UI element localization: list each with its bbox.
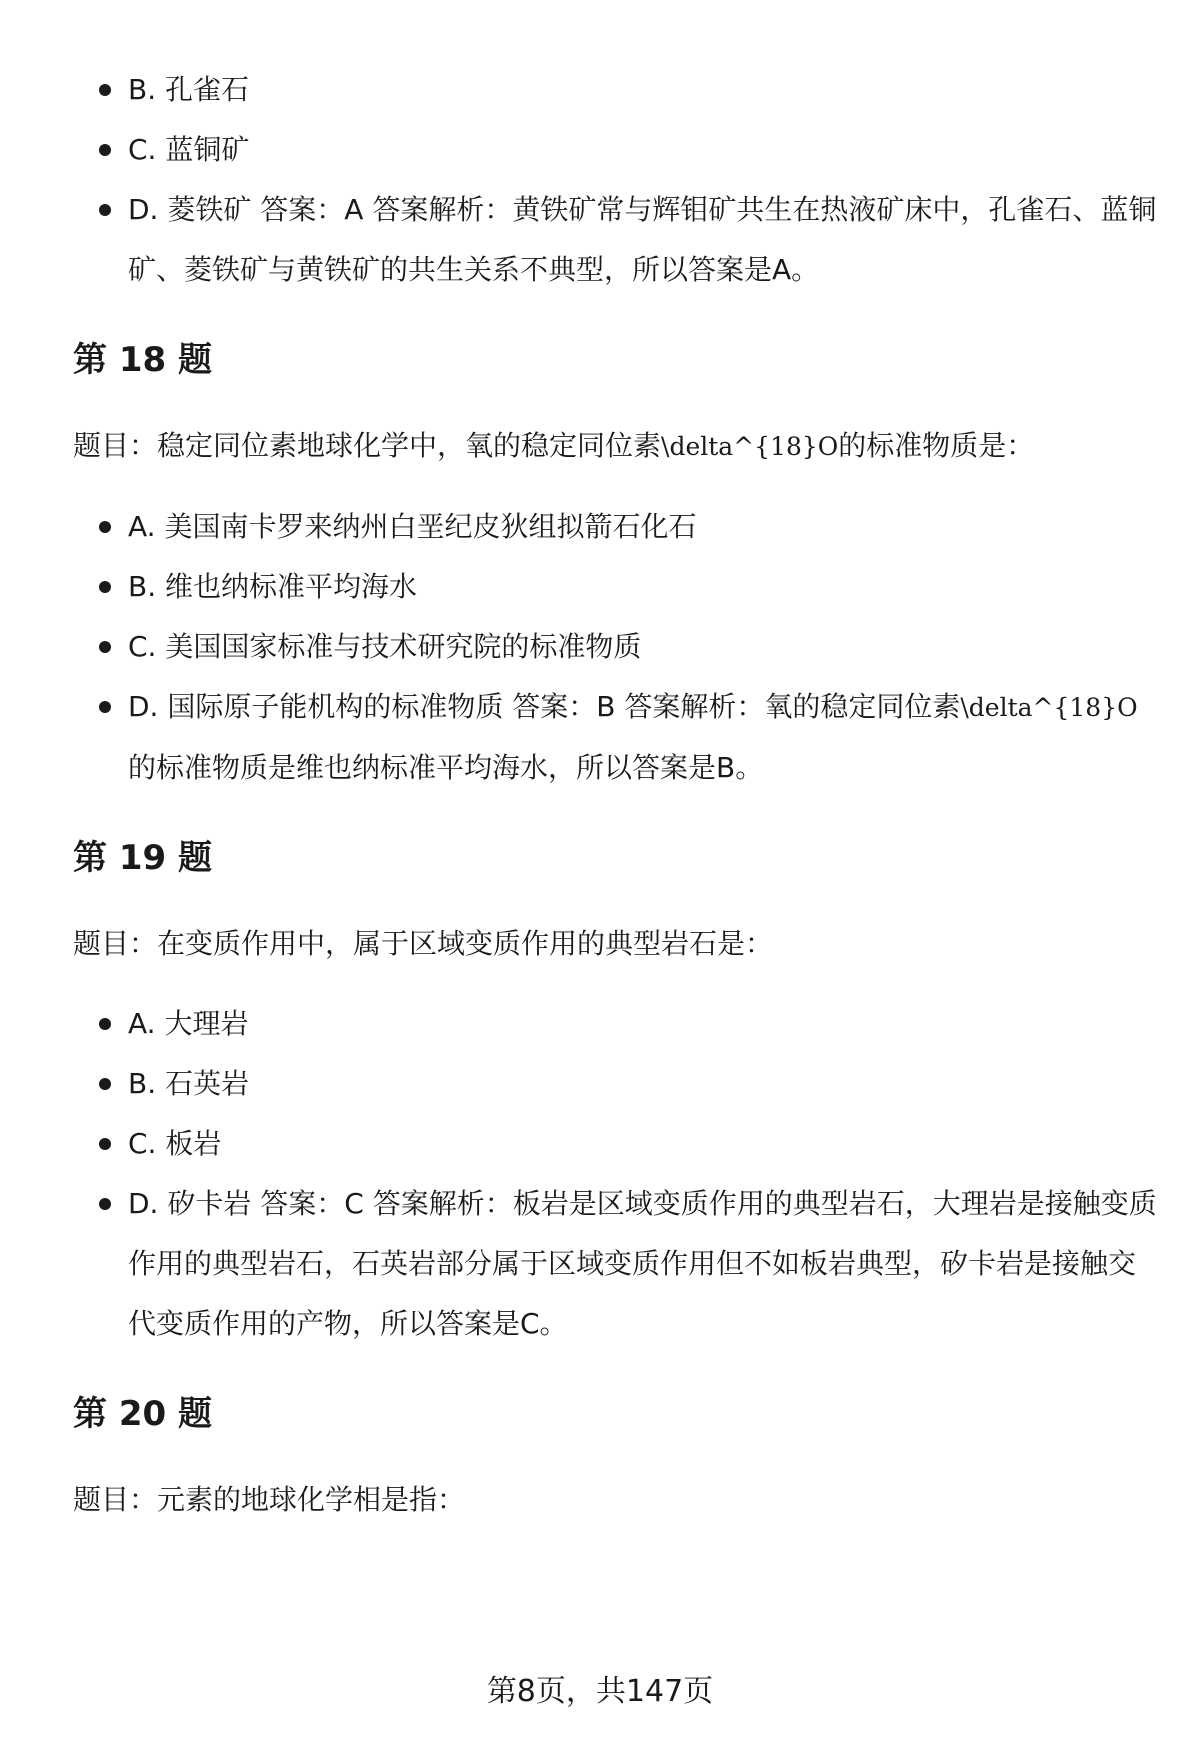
q18-option-d-math: \delta^{18}O — [960, 693, 1138, 722]
q18-option-b: B. 维也纳标准平均海水 — [73, 557, 1163, 617]
q18-stem-math: \delta^{18}O — [661, 432, 839, 461]
q18-option-a: A. 美国南卡罗来纳州白垩纪皮狄组拟箭石化石 — [73, 497, 1163, 557]
q19-option-d-answer: D. 矽卡岩 答案：C 答案解析：板岩是区域变质作用的典型岩石，大理岩是接触变质作用的典型岩石，石英岩部分属于区域变质作用但不如板岩典型，矽卡岩是接触交代变质作用的产物，所以答案是C。 — [73, 1174, 1163, 1354]
q18-options — [73, 497, 1163, 798]
q17-option-d-answer: D. 菱铁矿 答案：A 答案解析：黄铁矿常与辉钼矿共生在热液矿床中，孔雀石、蓝铜矿、菱铁矿与黄铁矿的共生关系不典型，所以答案是A。 — [73, 180, 1163, 300]
q17-option-c: C. 蓝铜矿 — [73, 120, 1163, 180]
q17-options — [73, 60, 1163, 300]
q19-option-b: B. 石英岩 — [73, 1054, 1163, 1114]
q19-heading: 第 19 题 — [73, 838, 212, 878]
page-number-footer: 第8页，共147页 — [486, 1674, 714, 1709]
q18-heading: 第 18 题 — [73, 340, 212, 380]
q18-stem-post: 的标准物质是： — [838, 429, 1035, 462]
q18-option-d-pre: D. 国际原子能机构的标准物质 答案：B 答案解析：氧的稳定同位素 — [128, 690, 961, 723]
q19-option-a: A. 大理岩 — [73, 994, 1163, 1054]
q18-stem — [73, 424, 1163, 469]
q20-heading: 第 20 题 — [73, 1394, 212, 1434]
q19-stem: 题目：在变质作用中，属于区域变质作用的典型岩石是： — [73, 927, 774, 960]
q18-option-d-answer — [73, 677, 1163, 798]
page-content — [73, 60, 1163, 1522]
q18-option-d-post: 的标准物质是维也纳标准平均海水，所以答案是B。 — [128, 751, 764, 784]
q18-stem-pre: 题目：稳定同位素地球化学中，氧的稳定同位素 — [73, 429, 662, 462]
q20-stem: 题目：元素的地球化学相是指： — [73, 1483, 466, 1516]
q18-option-c: C. 美国国家标准与技术研究院的标准物质 — [73, 617, 1163, 677]
q19-options — [73, 994, 1163, 1354]
q19-option-c: C. 板岩 — [73, 1114, 1163, 1174]
q17-option-b: B. 孔雀石 — [73, 60, 1163, 120]
